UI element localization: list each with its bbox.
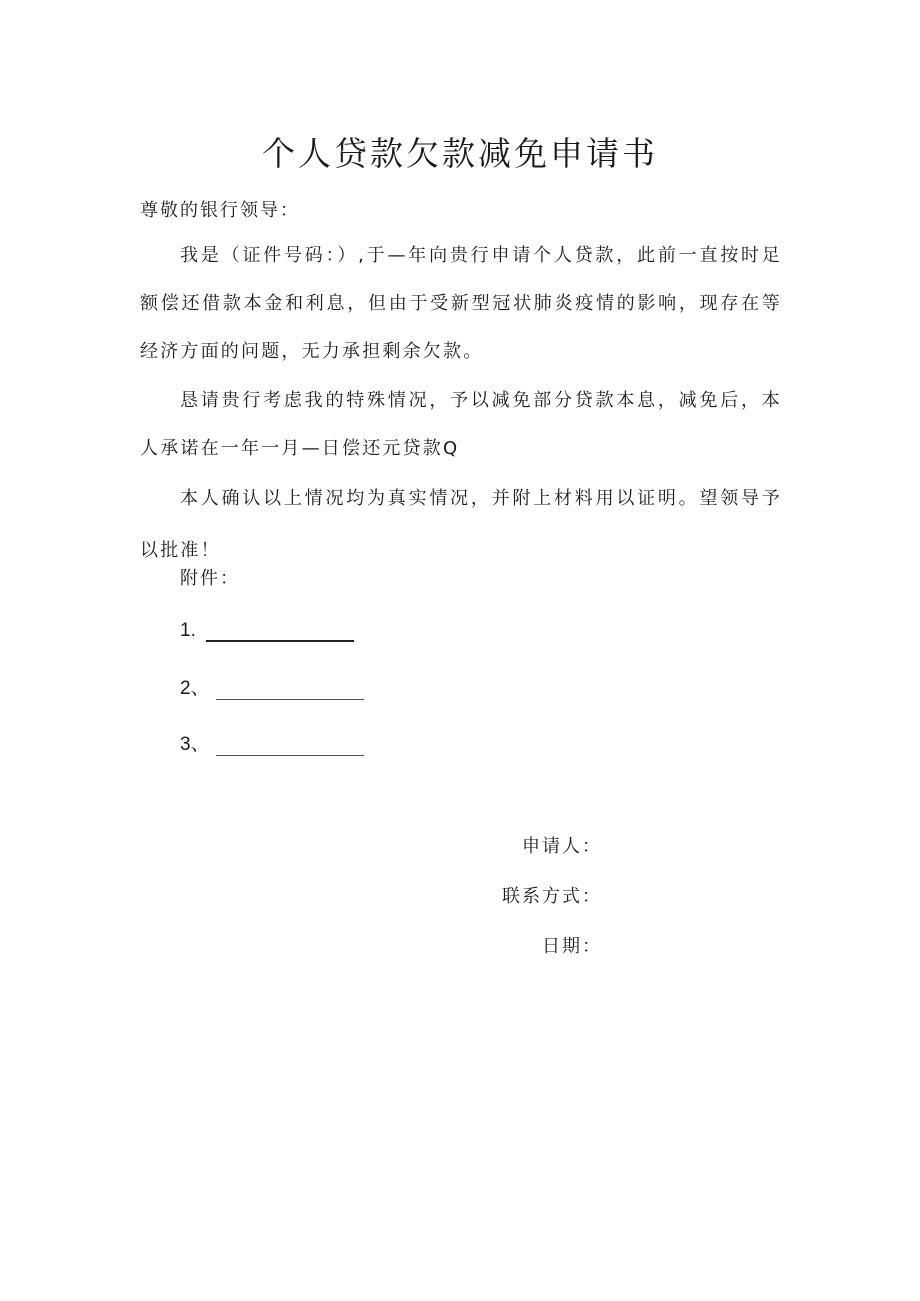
contact-label: 联系方式：: [502, 886, 602, 907]
paragraph-request: 恳请贵行考虑我的特殊情况，予以减免部分贷款本息，减免后，本人承诺在一年一月—日偿还元贷款Q: [140, 390, 782, 459]
salutation: 尊敬的银行领导：: [140, 200, 300, 221]
applicant-label: 申请人：: [522, 836, 602, 857]
document-title: 个人贷款欠款减免申请书: [262, 134, 658, 173]
attachment-item: [180, 729, 364, 756]
attachment-item: [180, 620, 354, 642]
attachments-label: 附件：: [180, 568, 240, 589]
attachment-blank-line: [216, 754, 364, 756]
attachment-number: 1.: [180, 620, 196, 641]
attachment-item: [180, 673, 364, 700]
paragraph-situation: 我是（证件号码：）,于—年向贵行申请个人贷款，此前一直按时足额偿还借款本金和利息，但由于受新型冠状肺炎疫情的影响，现存在等经济方面的问题，无力承担剩余欠款。: [140, 245, 782, 362]
attachment-number: 3、: [180, 734, 210, 755]
attachment-blank-line: [216, 698, 364, 700]
paragraph-confirmation: 本人确认以上情况均为真实情况，并附上材料用以证明。望领导予以批准！: [140, 488, 782, 561]
date-label: 日期：: [542, 936, 602, 957]
attachment-blank-line: [206, 639, 354, 642]
attachment-number: 2、: [180, 678, 210, 699]
